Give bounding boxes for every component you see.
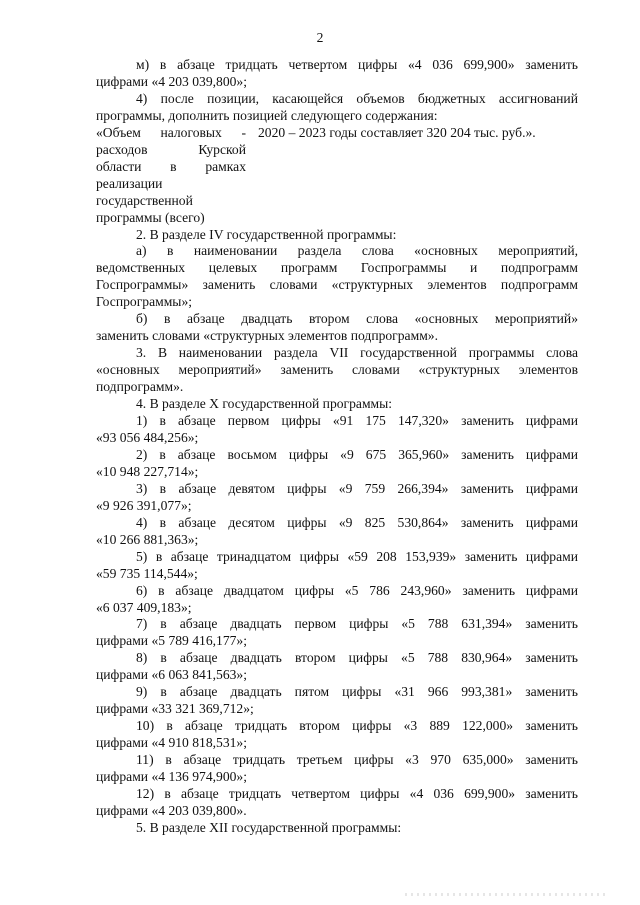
- paragraph-m: [96, 57, 578, 91]
- paragraph-line: «6 037 409,183»;: [96, 599, 192, 615]
- inserted-position-table: [96, 125, 578, 227]
- table-left-line: программы (всего): [96, 209, 205, 225]
- paragraph-line: цифрами «4 910 818,531»;: [96, 735, 247, 751]
- paragraph-s4-3: [96, 481, 578, 515]
- paragraph-s2a: [96, 243, 578, 311]
- table-left-line: «Объем налоговых -: [96, 124, 246, 140]
- paragraph-line: ведомственных целевых программ Госпрограммы и подпрограмм: [96, 260, 578, 276]
- paragraph-item-4: [96, 91, 578, 125]
- paragraph-line: «9 926 391,077»;: [96, 497, 192, 513]
- paragraph-line: «59 735 114,544»;: [96, 565, 198, 581]
- paragraph-line: 7) в абзаце двадцать первом цифры «5 788 631,394» заменить: [136, 616, 578, 632]
- paragraph-line: 5) в абзаце тринадцатом цифры «59 208 153,939» заменить цифрами: [136, 548, 578, 564]
- paragraph-s4-1: [96, 413, 578, 447]
- paragraph-line: 11) в абзаце тридцать третьем цифры «3 970 635,000» заменить: [136, 752, 578, 768]
- paragraph-s5: [96, 820, 578, 837]
- paragraph-line: 2) в абзаце восьмом цифры «9 675 365,960» заменить цифрами: [136, 446, 578, 462]
- paragraph-line: 2. В разделе IV государственной программы:: [136, 226, 397, 242]
- paragraph-line: Госпрограммы»;: [96, 294, 193, 310]
- paragraph-s4-7: [96, 616, 578, 650]
- table-right-cell: 2020 – 2023 годы составляет 320 204 тыс. руб.».: [258, 124, 536, 140]
- paragraph-line: цифрами «4 136 974,900»;: [96, 769, 247, 785]
- paragraph-line: 6) в абзаце двадцатом цифры «5 786 243,960» заменить цифрами: [136, 582, 578, 598]
- table-left-line: реализации: [96, 175, 163, 191]
- paragraph-line: программы, дополнить позицией следующего содержания:: [96, 107, 438, 123]
- paragraph-s4-12: [96, 786, 578, 820]
- paragraph-s3: [96, 345, 578, 396]
- paragraph-s2: [96, 227, 578, 244]
- paragraph-line: «93 056 484,256»;: [96, 429, 199, 445]
- paragraph-line: м) в абзаце тридцать четвертом цифры «4 036 699,900» заменить: [136, 57, 578, 72]
- paragraph-s4-2: [96, 447, 578, 481]
- paragraph-line: «10 948 227,714»;: [96, 463, 199, 479]
- paragraph-s4-6: [96, 583, 578, 617]
- paragraph-line: 12) в абзаце тридцать четвертом цифры «4 036 699,900» заменить: [136, 785, 578, 801]
- paragraph-s4-10: [96, 718, 578, 752]
- paragraph-line: 9) в абзаце двадцать пятом цифры «31 966 993,381» заменить: [136, 684, 578, 700]
- paragraph-s4-4: [96, 515, 578, 549]
- paragraph-s4-8: [96, 650, 578, 684]
- paragraph-line: «основных мероприятий» заменить словами «структурных элементов: [96, 362, 578, 378]
- paragraph-s4-9: [96, 684, 578, 718]
- paragraph-line: Госпрограммы» заменить словами «структурных элементов подпрограмм: [96, 277, 578, 293]
- paragraph-s4-11: [96, 752, 578, 786]
- paragraph-line: заменить словами «структурных элементов подпрограмм».: [96, 328, 438, 344]
- paragraph-line: цифрами «4 203 039,800»;: [96, 73, 247, 89]
- table-left-line: расходов Курской: [96, 141, 246, 157]
- table-left-line: государственной: [96, 192, 193, 208]
- table-left-cell: [96, 125, 246, 227]
- paragraph-line: 4) в абзаце десятом цифры «9 825 530,864» заменить цифрами: [136, 514, 578, 530]
- paragraph-line: 4. В разделе X государственной программы:: [136, 396, 393, 412]
- paragraph-line: 3. В наименовании раздела VII государственной программы слова: [136, 345, 578, 361]
- paragraph-line: цифрами «5 789 416,177»;: [96, 633, 247, 649]
- paragraph-line: подпрограмм».: [96, 379, 184, 395]
- paragraph-line: «10 266 881,363»;: [96, 531, 199, 547]
- document-body: [96, 57, 578, 837]
- paragraph-line: 4) после позиции, касающейся объемов бюджетных ассигнований: [136, 90, 578, 106]
- scan-artifact: [405, 893, 605, 896]
- paragraph-s4: [96, 396, 578, 413]
- paragraph-list: [96, 227, 578, 837]
- paragraph-line: б) в абзаце двадцать втором слова «основных мероприятий»: [136, 311, 578, 327]
- paragraph-line: цифрами «6 063 841,563»;: [96, 667, 247, 683]
- paragraph-s2b: [96, 311, 578, 345]
- page-number: 2: [316, 30, 324, 45]
- table-left-line: области в рамках: [96, 158, 246, 174]
- paragraph-line: 10) в абзаце тридцать втором цифры «3 889 122,000» заменить: [136, 718, 578, 734]
- paragraph-line: цифрами «4 203 039,800».: [96, 802, 247, 818]
- paragraph-line: а) в наименовании раздела слова «основных мероприятий,: [136, 243, 578, 259]
- paragraph-line: 8) в абзаце двадцать втором цифры «5 788 830,964» заменить: [136, 650, 578, 666]
- paragraph-line: 1) в абзаце первом цифры «91 175 147,320» заменить цифрами: [136, 413, 578, 429]
- paragraph-s4-5: [96, 549, 578, 583]
- paragraph-line: 5. В разделе XII государственной программы:: [136, 819, 402, 835]
- paragraph-line: цифрами «33 321 369,712»;: [96, 701, 254, 717]
- paragraph-line: 3) в абзаце девятом цифры «9 759 266,394» заменить цифрами: [136, 480, 578, 496]
